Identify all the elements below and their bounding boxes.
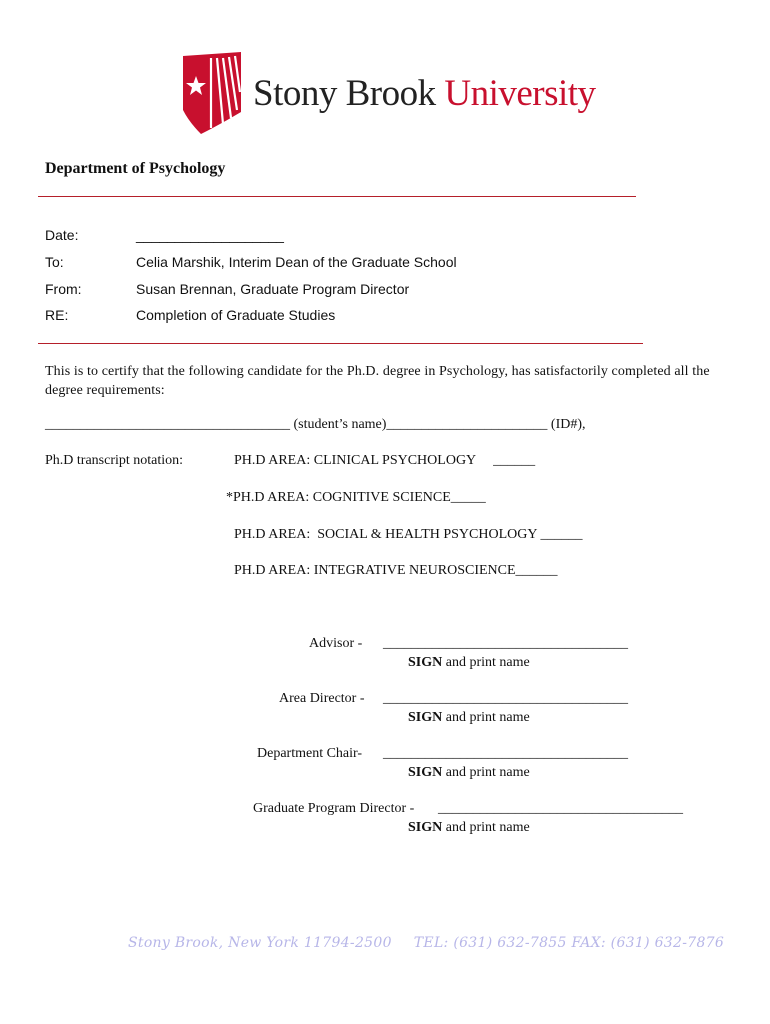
department-chair-label: Department Chair- — [257, 746, 363, 761]
graduate-program-director-label: Graduate Program Director - — [253, 801, 415, 816]
footer-phone-fax: TEL: (631) 632-7855 FAX: (631) 632-7876 — [413, 935, 725, 951]
advisor-label: Advisor - — [309, 636, 363, 651]
date-label: Date: — [45, 227, 79, 243]
student-name-id-line[interactable]: ___________________________________ (student’s name)_______________________ (ID#), — [45, 417, 586, 432]
to-value: Celia Marshik, Interim Dean of the Graduate School — [136, 254, 457, 270]
graduate-program-director-signature-line[interactable]: ___________________________________ — [438, 801, 683, 816]
graduate-program-director-sign-caption — [408, 820, 530, 836]
area-director-sign-caption — [408, 710, 530, 726]
footer-address: Stony Brook, New York 11794-2500 — [128, 935, 392, 951]
from-value: Susan Brennan, Graduate Program Director — [136, 281, 410, 297]
logo-wordmark — [253, 72, 596, 115]
to-label: To: — [45, 254, 64, 270]
sign-word: SIGN — [408, 655, 443, 670]
advisor-sign-caption — [408, 655, 530, 671]
print-name-text: and print name — [442, 765, 530, 780]
sign-word: SIGN — [408, 710, 443, 725]
sign-word: SIGN — [408, 820, 443, 835]
advisor-signature-line[interactable]: ___________________________________ — [383, 636, 628, 651]
department-title: Department of Psychology — [45, 160, 226, 177]
print-name-text: and print name — [442, 655, 530, 670]
divider-middle — [38, 343, 643, 344]
date-field[interactable]: ___________________ — [136, 227, 284, 243]
divider-top — [38, 196, 636, 197]
print-name-text: and print name — [442, 710, 530, 725]
logo-word-university: University — [444, 73, 596, 114]
area-neuroscience[interactable]: PH.D AREA: INTEGRATIVE NEUROSCIENCE______ — [234, 563, 558, 578]
certification-paragraph: This is to certify that the following candidate for the Ph.D. degree in Psychology, has satisfactorily completed all the degree requirements: — [45, 364, 710, 398]
transcript-notation-label: Ph.D transcript notation: — [45, 453, 184, 468]
re-value: Completion of Graduate Studies — [136, 307, 336, 323]
department-chair-signature-line[interactable]: ___________________________________ — [383, 746, 628, 761]
area-clinical[interactable]: PH.D AREA: CLINICAL PSYCHOLOGY ______ — [234, 453, 536, 468]
footer-contact — [128, 935, 724, 951]
re-label: RE: — [45, 307, 69, 323]
area-cognitive[interactable]: *PH.D AREA: COGNITIVE SCIENCE_____ — [226, 490, 486, 505]
print-name-text: and print name — [442, 820, 530, 835]
from-label: From: — [45, 281, 82, 297]
area-social-health[interactable]: PH.D AREA: SOCIAL & HEALTH PSYCHOLOGY ______ — [234, 527, 583, 542]
area-director-signature-line[interactable]: ___________________________________ — [383, 691, 628, 706]
area-director-label: Area Director - — [279, 691, 365, 706]
sign-word: SIGN — [408, 765, 443, 780]
department-chair-sign-caption — [408, 765, 530, 781]
logo-word-stony-brook: Stony Brook — [253, 73, 436, 114]
